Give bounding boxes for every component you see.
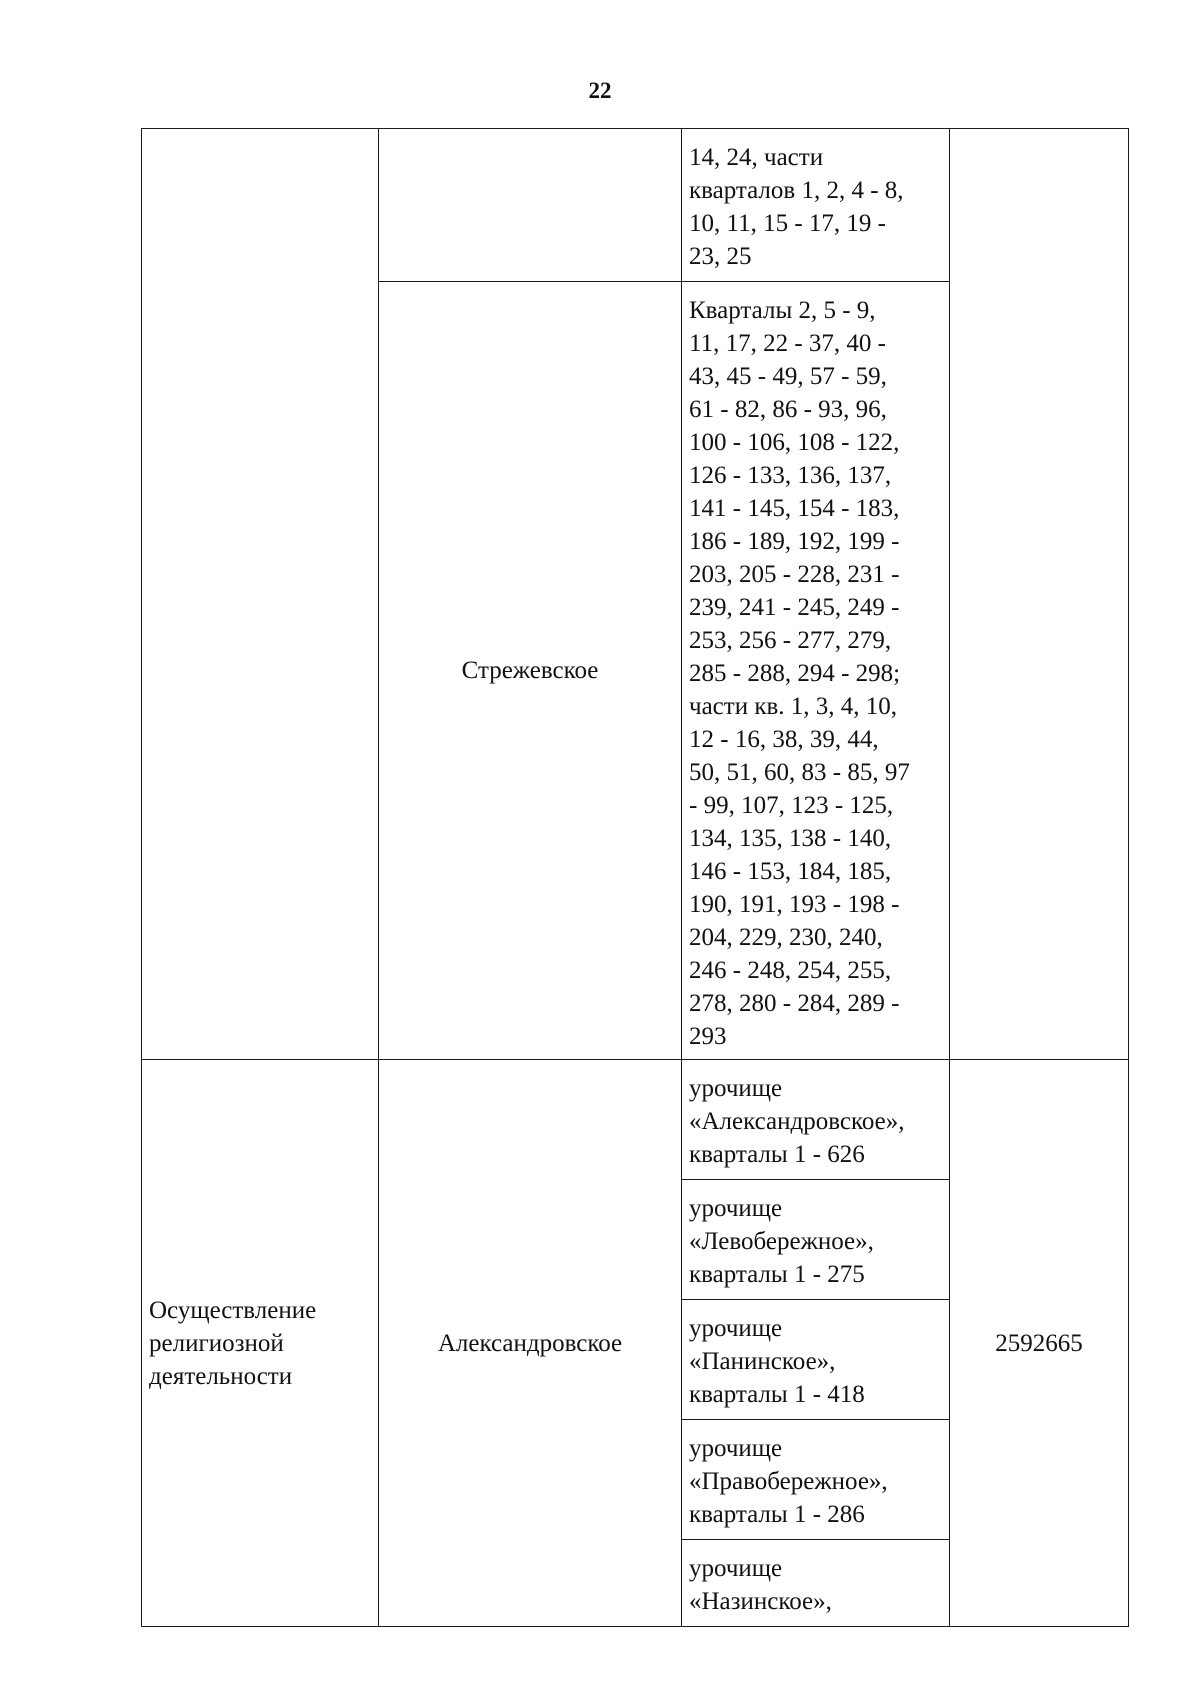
table-row — [142, 1060, 1129, 1180]
area-cell: 2592665 — [950, 1060, 1129, 1627]
forestry-cell: Александровское — [379, 1060, 682, 1627]
tract-cell: урочище «Панинское», кварталы 1 - 418 — [682, 1300, 950, 1420]
forest-allocation-table — [141, 128, 1129, 1627]
page-number: 22 — [588, 78, 612, 103]
forestry-cell-empty — [379, 129, 682, 282]
forestry-cell: Стрежевское — [379, 282, 682, 1060]
quarters-cell: 14, 24, части кварталов 1, 2, 4 - 8, 10, 11, 15 - 17, 19 - 23, 25 — [682, 129, 950, 282]
purpose-cell-empty — [142, 129, 379, 1060]
tract-cell: урочище «Александровское», кварталы 1 - 626 — [682, 1060, 950, 1180]
purpose-cell: Осуществление религиозной деятельности — [142, 1060, 379, 1627]
area-cell-empty — [950, 129, 1129, 1060]
table-row — [142, 129, 1129, 282]
quarters-cell: Кварталы 2, 5 - 9, 11, 17, 22 - 37, 40 - 43, 45 - 49, 57 - 59, 61 - 82, 86 - 93, 96, 100 - 106, 108 - 122, 126 - 133, 136, 137, 141 - 145, 154 - 183, 186 - 189, 192, 199 - 203, 205 - 228, 231 - 239, 241 - 245, 249 - 253, 256 - 277, 279, 285 - 288, 294 - 298; части кв. 1, 3, 4, 10, 12 - 16, 38, 39, 44, 50, 51, 60, 83 - 85, 97 - 99, 107, 123 - 125, 134, 135, 138 - 140, 146 - 153, 184, 185, 190, 191, 193 - 198 - 204, 229, 230, 240, 246 - 248, 254, 255, 278, 280 - 284, 289 - 293 — [682, 282, 950, 1060]
tract-cell: урочище «Левобережное», кварталы 1 - 275 — [682, 1180, 950, 1300]
tract-cell: урочище «Назинское», — [682, 1540, 950, 1627]
tract-cell: урочище «Правобережное», кварталы 1 - 286 — [682, 1420, 950, 1540]
